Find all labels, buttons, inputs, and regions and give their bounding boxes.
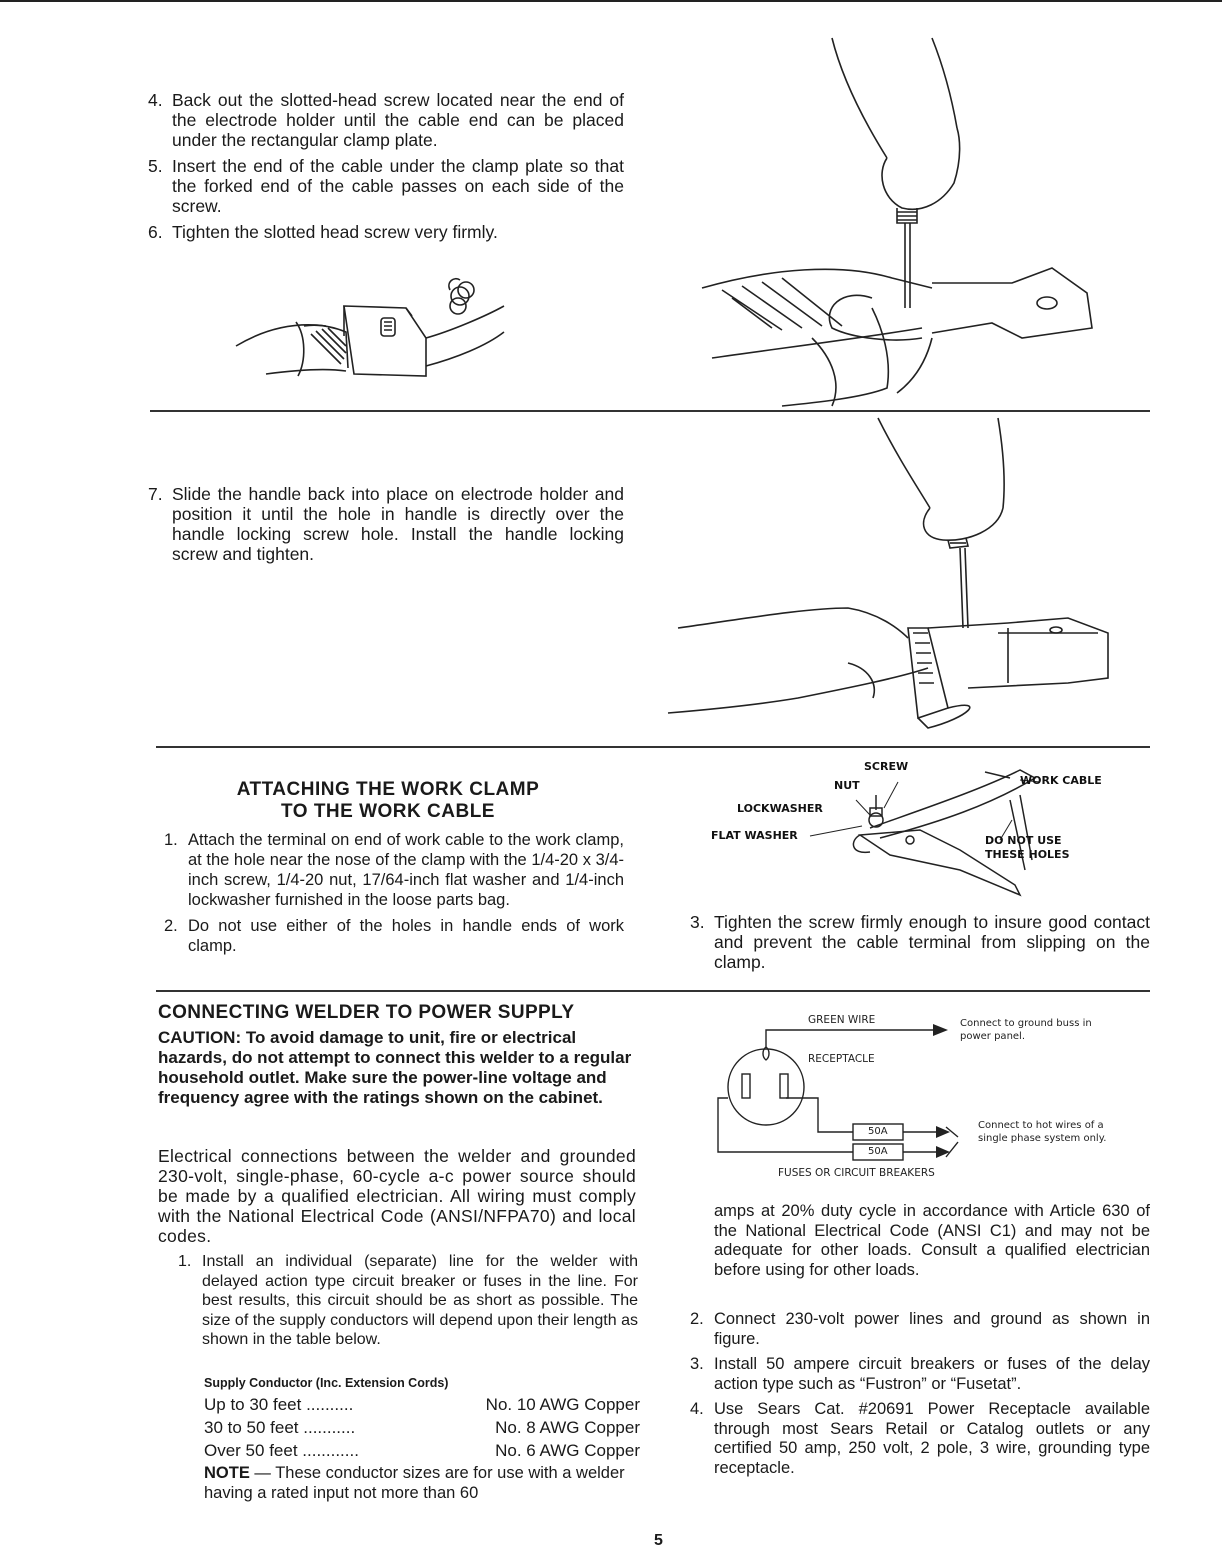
fuse-2-label: 50A	[868, 1146, 888, 1157]
cable-end-illustration	[236, 276, 506, 386]
work-clamp-step-3: 3. Tighten the screw firmly enough to insure good contact and prevent the cable terminal from slipping on the clamp.	[690, 912, 1150, 972]
label-work-cable: WORK CABLE	[1020, 774, 1102, 787]
step-6: 6. Tighten the slotted head screw very firmly.	[148, 222, 498, 242]
power-step-4: 4. Use Sears Cat. #20691 Power Receptacle available through most Sears Retail or Catalog outlets or any certified 50 amp, 250 volt, 2 pole, 3 wire, grounding type receptacle.	[690, 1400, 1150, 1477]
wiring-diagram	[718, 1012, 1148, 1187]
label-fuses: FUSES OR CIRCUIT BREAKERS	[778, 1167, 935, 1179]
note-label: NOTE	[204, 1464, 250, 1482]
label-receptacle: RECEPTACLE	[808, 1053, 875, 1065]
conductor-table-header: Supply Conductor (Inc. Extension Cords)	[204, 1376, 449, 1390]
label-screw: SCREW	[864, 760, 909, 773]
step-4: 4. Back out the slotted-head screw located near the end of the electrode holder until the cable end can be placed under the rectangular clamp plate.	[148, 90, 624, 150]
note-text: — These conductor sizes are for use with a welder having a rated input not more than 60	[204, 1464, 625, 1502]
power-steps-right	[690, 1310, 1150, 1484]
power-note	[204, 1464, 640, 1503]
conductor-row: Over 50 feet ............ No. 6 AWG Copper	[204, 1441, 640, 1460]
work-clamp-step-3-block	[690, 912, 1150, 978]
step-5: 5. Insert the end of the cable under the clamp plate so that the forked end of the cable passes on each side of the screw.	[148, 156, 624, 216]
screwdriver-hand-illustration-1	[692, 38, 1122, 408]
step-7-block	[148, 484, 624, 570]
power-step-1-block	[178, 1252, 638, 1356]
ground-note-1: Connect to ground buss in	[960, 1018, 1092, 1029]
power-caution: CAUTION: To avoid damage to unit, fire or electrical hazards, do not attempt to connect this welder to a regular household outlet. Make sure the power-line voltage and frequency agree with the ratings shown on the cabinet.	[158, 1028, 632, 1107]
hot-note-2: single phase system only.	[978, 1133, 1107, 1144]
power-step-2: 2. Connect 230-volt power lines and ground as shown in figure.	[690, 1310, 1150, 1348]
conductor-row: 30 to 50 feet ........... No. 8 AWG Copper	[204, 1418, 640, 1437]
conductor-row: Up to 30 feet .......... No. 10 AWG Copper	[204, 1395, 640, 1414]
fuse-1-label: 50A	[868, 1126, 888, 1137]
work-clamp-step-1: 1. Attach the terminal on end of work cable to the work clamp, at the hole near the nose of the clamp with the 1/4-20 x 3/4-inch screw, 1/4-20 nut, 17/64-inch flat washer and 1/4-inch lockwasher furnished in the loose parts bag.	[164, 831, 624, 909]
conductor-table	[204, 1373, 640, 1462]
label-these-holes: THESE HOLES	[985, 848, 1070, 861]
page-number: 5	[654, 1532, 663, 1549]
top-border	[0, 0, 1222, 2]
steps-4-6	[148, 90, 624, 248]
work-clamp-title: ATTACHING THE WORK CLAMP TO THE WORK CABLE	[236, 779, 540, 822]
label-do-not-use: DO NOT USE	[985, 834, 1062, 847]
divider-3	[156, 990, 1150, 992]
label-nut: NUT	[834, 779, 860, 792]
label-lockwasher: LOCKWASHER	[737, 802, 823, 815]
screwdriver-hand-illustration-2	[668, 418, 1128, 738]
hot-note-1: Connect to hot wires of a	[978, 1120, 1104, 1131]
work-clamp-steps-left	[164, 830, 624, 962]
power-step-3: 3. Install 50 ampere circuit breakers or fuses of the delay action type such as “Fustron” or “Fusetat”.	[690, 1355, 1150, 1393]
power-intro: Electrical connections between the welder and grounded 230-volt, single-phase, 60-cycle a-c power source should be made by a qualified electrician. All wiring must comply with the National Electrical Code (ANSI/NFPA70) and local codes.	[158, 1146, 636, 1246]
label-green-wire: GREEN WIRE	[808, 1014, 876, 1026]
step-7: 7. Slide the handle back into place on electrode holder and position it until the hole in handle is directly over the handle locking screw hole. Install the handle locking screw and tighten.	[148, 484, 624, 564]
power-title: CONNECTING WELDER TO POWER SUPPLY	[158, 1002, 575, 1023]
label-flat-washer: FLAT WASHER	[711, 829, 798, 842]
work-clamp-step-2: 2. Do not use either of the holes in handle ends of work clamp.	[164, 917, 624, 955]
ground-note-2: power panel.	[960, 1031, 1026, 1042]
divider-1	[150, 410, 1150, 412]
power-step-1: 1. Install an individual (separate) line for the welder with delayed action type circuit breaker or fuses in the line. For best results, this circuit should be as short as possible. The size of the supply conductors will depend upon their length as shown in the table below.	[178, 1253, 638, 1348]
power-note-cont: amps at 20% duty cycle in accordance with Article 630 of the National Electrical Code (ANSI C1) and may not be adequate for other loads. Consult a qualified electrician before using for other loads.	[714, 1202, 1150, 1279]
divider-2	[156, 746, 1150, 748]
